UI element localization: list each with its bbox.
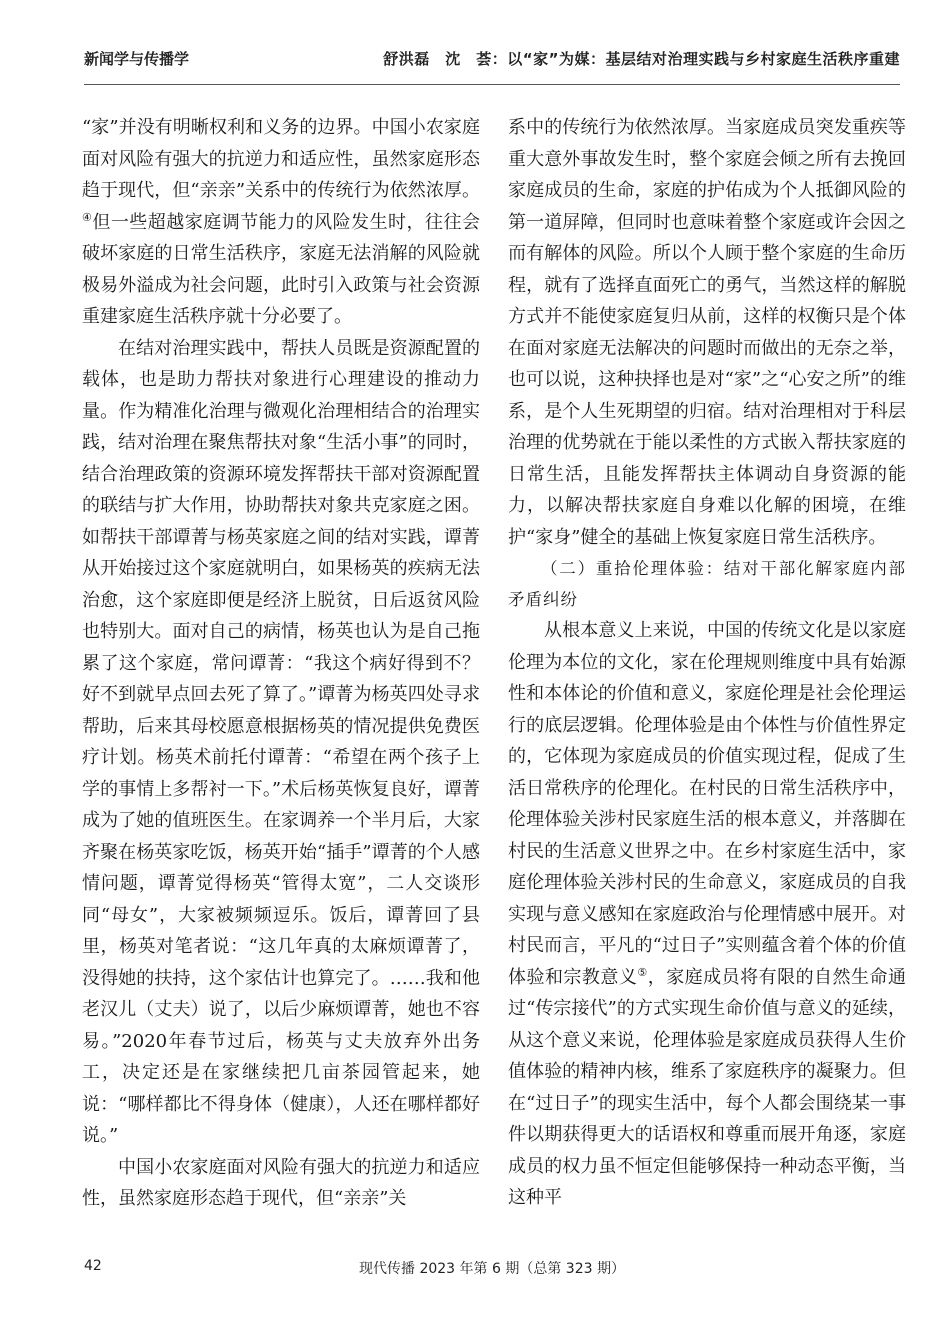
left-p1-text: “家”并没有明晰权利和义务的边界。中国小农家庭面对风险有强大的抗逆力和适应性，虽然家庭形态趋于现代，但“亲亲”关系中的传统行为依然浓厚。 bbox=[82, 117, 480, 201]
right-p2-rest: ，家庭成员将有限的自然生命通过“传宗接代”的方式实现生命价值与意义的延续，从这个意义来说，伦理体验是家庭成员获得人生价值体验的精神内核，维系了家庭秩序的凝聚力。但在“过日子”的现实生活中，每个人都会围绕某一事件以期获得更大的话语权和尊重而展开角逐，家庭成员的权力虽不恒定但能够保持一种动态平衡，当这种平 bbox=[508, 966, 906, 1208]
right-paragraph-1: 系中的传统行为依然浓厚。当家庭成员突发重疾等重大意外事故发生时，整个家庭会倾之所有去挽回家庭成员的生命，家庭的护佑成为个人抵御风险的第一道屏障，但同时也意味着整个家庭或许会因之而有解体的风险。所以个人顾于整个家庭的生命历程，就有了选择直面死亡的勇气，当然这样的解脱方式并不能使家庭复归从前，这样的权衡只是个体在面对家庭无法解决的问题时而做出的无奈之举，也可以说，这种抉择也是对“家”之“心安之所”的维系，是个人生死期望的归宿。结对治理相对于科层治理的优势就在于能以柔性的方式嵌入帮扶家庭的日常生活，且能发挥帮扶主体调动自身资源的能力，以解决帮扶家庭自身难以化解的困境，在维护“家身”健全的基础上恢复家庭日常生活秩序。 bbox=[508, 117, 906, 548]
running-header bbox=[84, 48, 900, 78]
header-divider bbox=[84, 84, 900, 85]
left-paragraph-1 bbox=[82, 112, 480, 333]
section-subheading: （二）重拾伦理体验：结对干部化解家庭内部矛盾纠纷 bbox=[508, 559, 906, 609]
footnote-ref-5: ⑤ bbox=[637, 965, 648, 979]
right-paragraph-2 bbox=[508, 615, 906, 1214]
journal-citation: 现代传播 2023 年第 6 期（总第 323 期） bbox=[359, 1261, 625, 1277]
page-number: 42 bbox=[84, 1258, 102, 1274]
left-paragraph-2: 在结对治理实践中，帮扶人员既是资源配置的载体，也是助力帮扶对象进行心理建设的推动力量。作为精准化治理与微观化治理相结合的治理实践，结对治理在聚焦帮扶对象“生活小事”的同时，结合治理政策的资源环境发挥帮扶干部对资源配置的联结与扩大作用，协助帮扶对象共克家庭之困。如帮扶干部谭菁与杨英家庭之间的结对实践，谭菁从开始接过这个家庭就明白，如果杨英的疾病无法治愈，这个家庭即便是经济上脱贫，日后返贫风险也特别大。面对自己的病情，杨英也认为是自己拖累了这个家庭，常问谭菁：“我这个病好得到不？好不到就早点回去死了算了。”谭菁为杨英四处寻求帮助，后来其母校愿意根据杨英的情况提供免费医疗计划。杨英术前托付谭菁：“希望在两个孩子上学的事情上多帮衬一下。”术后杨英恢复良好，谭菁成为了她的值班医生。在家调养一个半月后，大家齐聚在杨英家吃饭，杨英开始“插手”谭菁的个人感情问题，谭菁觉得杨英“管得太宽”，二人交谈形同“母女”，大家被频频逗乐。饭后，谭菁回了县里，杨英对笔者说：“这几年真的太麻烦谭菁了，没得她的扶持，这个家估计也算完了。……我和他老汉儿（丈夫）说了，以后少麻烦谭菁，她也不容易。”2020年春节过后，杨英与丈夫放弃外出务工，决定还是在家继续把几亩茶园管起来，她说：“哪样都比不得身体（健康），人还在哪样都好说。” bbox=[82, 337, 480, 1146]
running-title: 舒洪磊 沈 荟：以“家”为媒：基层结对治理实践与乡村家庭生活秩序重建 bbox=[383, 50, 900, 68]
left-paragraph-3: 中国小农家庭面对风险有强大的抗逆力和适应性，虽然家庭形态趋于现代，但“亲亲”关 bbox=[82, 1156, 480, 1209]
footnote-ref-4: ④ bbox=[82, 210, 93, 224]
left-p1-rest: 但一些超越家庭调节能力的风险发生时，往往会破坏家庭的日常生活秩序，家庭无法消解的风险就极易外溢成为社会问题，此时引入政策与社会资源重建家庭生活秩序就十分必要了。 bbox=[82, 211, 480, 327]
right-column bbox=[508, 112, 906, 1214]
left-column bbox=[82, 112, 480, 1215]
right-p2-text: 从根本意义上来说，中国的传统文化是以家庭伦理为本位的文化，家在伦理规则维度中具有始源性和本体论的价值和意义，家庭伦理是社会伦理运行的底层逻辑。伦理体验是由个体性与价值性界定的，它体现为家庭成员的价值实现过程，促成了生活日常秩序的伦理化。在村民的日常生活秩序中，伦理体验关涉村民家庭生活的根本意义，并落脚在村民的生活意义世界之中。在乡村家庭生活中，家庭伦理体验关涉村民的生命意义，家庭成员的自我实现与意义感知在家庭政治与伦理情感中展开。对村民而言，平凡的“过日子”实则蕴含着个体的价值体验和宗教意义 bbox=[508, 620, 906, 988]
section-label: 新闻学与传播学 bbox=[84, 50, 190, 68]
